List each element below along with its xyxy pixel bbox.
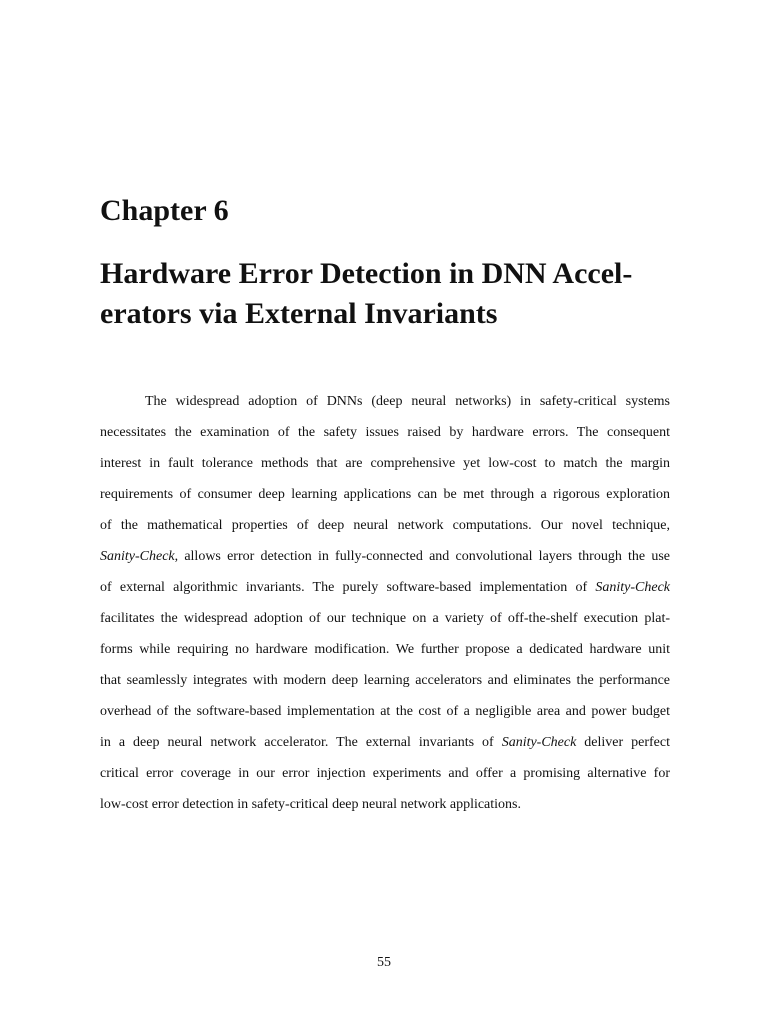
technique-name: Sanity-Check — [100, 549, 175, 564]
text-run: critical error coverage in our error injection experiments and offer a promising alternative for — [100, 766, 670, 781]
text-run: necessitates the examination of the safety issues raised by hardware errors. The consequent — [100, 425, 670, 440]
chapter-title-line: erators via External Invariants — [100, 297, 498, 330]
paragraph-line — [100, 541, 670, 572]
text-run: forms while requiring no hardware modification. We further propose a dedicated hardware unit — [100, 642, 670, 657]
abstract-paragraph — [100, 386, 670, 820]
paragraph-line — [100, 789, 670, 820]
paragraph-line — [100, 386, 670, 417]
page-number: 55 — [377, 955, 391, 970]
text-run: interest in fault tolerance methods that are comprehensive yet low-cost to match the margin — [100, 456, 670, 471]
text-run: of external algorithmic invariants. The purely software-based implementation of — [100, 580, 596, 595]
text-run: low-cost error detection in safety-critical deep neural network applications. — [100, 797, 521, 812]
paragraph-line — [100, 448, 670, 479]
paragraph-line — [100, 758, 670, 789]
paragraph-line — [100, 665, 670, 696]
technique-name: Sanity-Check — [501, 735, 577, 750]
chapter-title — [100, 254, 632, 334]
paragraph-line — [100, 727, 670, 758]
paragraph-line — [100, 479, 670, 510]
chapter-title-line: Hardware Error Detection in DNN Accel- — [100, 257, 633, 290]
text-run: deliver perfect — [576, 735, 670, 750]
text-run: in a deep neural network accelerator. The external invariants of — [100, 735, 502, 750]
paragraph-line — [100, 417, 670, 448]
paragraph-line — [100, 603, 670, 634]
text-run: The widespread adoption of DNNs (deep neural networks) in safety-critical systems — [145, 394, 670, 409]
paragraph-line — [100, 572, 670, 603]
chapter-label: Chapter 6 — [100, 194, 229, 227]
text-run: , allows error detection in fully-connected and convolutional layers through the use — [174, 549, 670, 564]
text-run: requirements of consumer deep learning applications can be met through a rigorous exploration — [100, 487, 670, 502]
text-run: facilitates the widespread adoption of our technique on a variety of off-the-shelf execution plat- — [100, 611, 670, 626]
text-run: of the mathematical properties of deep neural network computations. Our novel technique, — [100, 518, 670, 533]
paragraph-line — [100, 696, 670, 727]
technique-name: Sanity-Check — [595, 580, 670, 595]
paragraph-line — [100, 634, 670, 665]
text-run: overhead of the software-based implementation at the cost of a negligible area and power budget — [100, 704, 670, 719]
paragraph-line — [100, 510, 670, 541]
text-run: that seamlessly integrates with modern deep learning accelerators and eliminates the performance — [100, 673, 670, 688]
